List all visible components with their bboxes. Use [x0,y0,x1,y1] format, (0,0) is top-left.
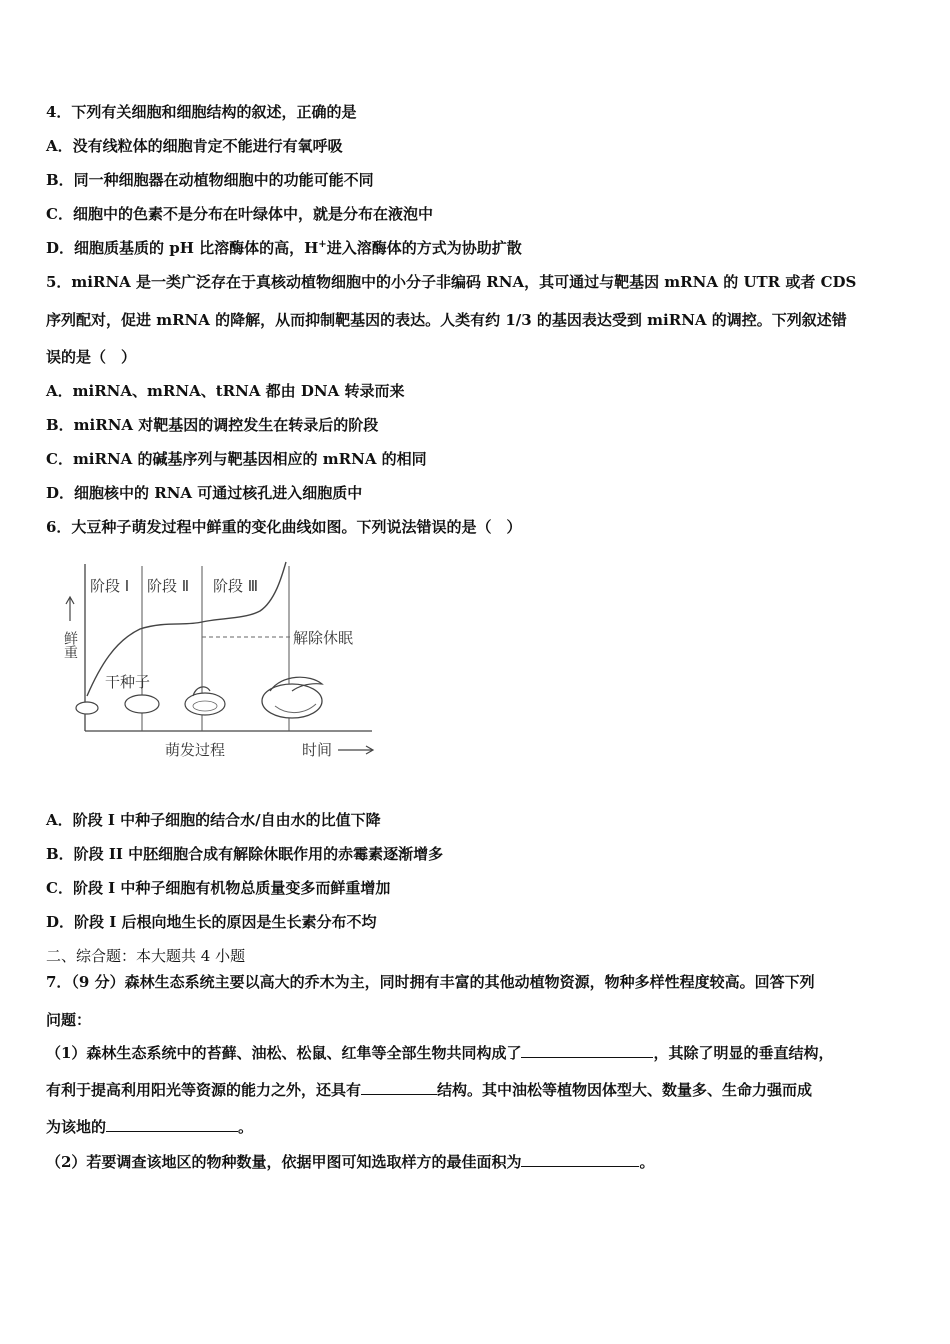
section-heading: 二、综合题：本大题共 4 小题 [46,947,246,965]
stage2-label: 阶段 Ⅱ [147,577,190,595]
q4-option-d-sup: + [318,239,327,250]
q6-stem: 6．大豆种子萌发过程中鲜重的变化曲线如图。下列说法错误的是（ ） [46,518,522,536]
q4-option-d-text: D．细胞质基质的 pH 比溶酶体的高，H [46,239,319,257]
q6-option-b: B．阶段 II 中胚细胞合成有解除休眠作用的赤霉素逐渐增多 [46,845,444,863]
q5-stem-line2: 序列配对，促进 mRNA 的降解，从而抑制靶基因的表达。人类有约 1/3 的基因表达受到 miRNA 的调控。下列叙述错 [46,311,847,329]
time-label: 时间 [302,741,333,759]
seed-3-icon [185,687,225,715]
q4-option-d-tail: 进入溶酶体的方式为协助扩散 [326,239,522,257]
q4-option-c: C．细胞中的色素不是分布在叶绿体中，就是分布在液泡中 [46,205,433,223]
q6-option-a: A．阶段 I 中种子细胞的结合水/自由水的比值下降 [46,811,381,829]
seed-1-icon [76,702,98,714]
q7-p1-b: ，其除了明显的垂直结构， [653,1044,834,1062]
q6-option-d: D．阶段 I 后根向地生长的原因是生长素分布不均 [46,913,377,931]
q7-part1-line1 [46,1043,910,1063]
q7-p1-a: （1）森林生态系统中的苔藓、油松、松鼠、红隼等全部生物共同构成了 [46,1044,522,1062]
ylabel: 鲜重 [62,631,78,659]
break-dormancy-label: 解除休眠 [293,629,354,647]
q5-stem-line1: 5．miRNA 是一类广泛存在于真核动植物细胞中的小分子非编码 RNA，其可通过与靶基因 mRNA 的 UTR 或者 CDS [46,273,857,291]
q7-blank-2[interactable] [361,1080,437,1095]
stage1-label: 阶段 Ⅰ [90,577,130,595]
q4-option-b: B．同一种细胞器在动植物细胞中的功能可能不同 [46,171,374,189]
q7-part1-line2 [46,1080,910,1100]
q5-stem-line3: 误的是（ ） [46,348,137,366]
q7-blank-4[interactable] [521,1152,639,1167]
germination-figure [60,556,400,770]
q4-option-a: A．没有线粒体的细胞肯定不能进行有氧呼吸 [46,137,343,155]
q7-p2-a: （2）若要调查该地区的物种数量，依据甲图可知选取样方的最佳面积为 [46,1153,522,1171]
q7-part2-line [46,1152,910,1172]
q7-blank-3[interactable] [106,1117,238,1132]
q4-option-d [46,238,910,258]
stage3-label: 阶段 Ⅲ [213,577,259,595]
q5-option-d: D．细胞核中的 RNA 可通过核孔进入细胞质中 [46,484,363,502]
q7-p2-b: 。 [639,1153,655,1171]
q7-p1-f: 。 [238,1118,254,1136]
q6-option-c: C．阶段 I 中种子细胞有机物总质量变多而鲜重增加 [46,879,391,897]
q7-stem-line1: 7．（9 分）森林生态系统主要以高大的乔木为主，同时拥有丰富的其他动植物资源，物种多样性程度较高。回答下列 [46,973,815,991]
q7-blank-1[interactable] [521,1043,653,1058]
q4-stem: 4．下列有关细胞和细胞结构的叙述，正确的是 [46,103,357,121]
dry-seed-label: 干种子 [105,673,151,691]
q7-p1-e: 为该地的 [46,1118,107,1136]
q7-p1-c: 有利于提高利用阳光等资源的能力之外，还具有 [46,1081,362,1099]
q7-p1-d: 结构。其中油松等植物因体型大、数量多、生命力强而成 [437,1081,813,1099]
q7-part1-line3 [46,1117,910,1137]
process-label: 萌发过程 [165,741,226,759]
seed-4-icon [262,677,322,718]
q7-stem-line2: 问题： [46,1011,92,1029]
seed-2-icon [125,695,159,713]
q5-option-b: B．miRNA 对靶基因的调控发生在转录后的阶段 [46,416,379,434]
q5-option-c: C．miRNA 的碱基序列与靶基因相应的 mRNA 的相同 [46,450,427,468]
q5-option-a: A．miRNA、mRNA、tRNA 都由 DNA 转录而来 [46,382,405,400]
